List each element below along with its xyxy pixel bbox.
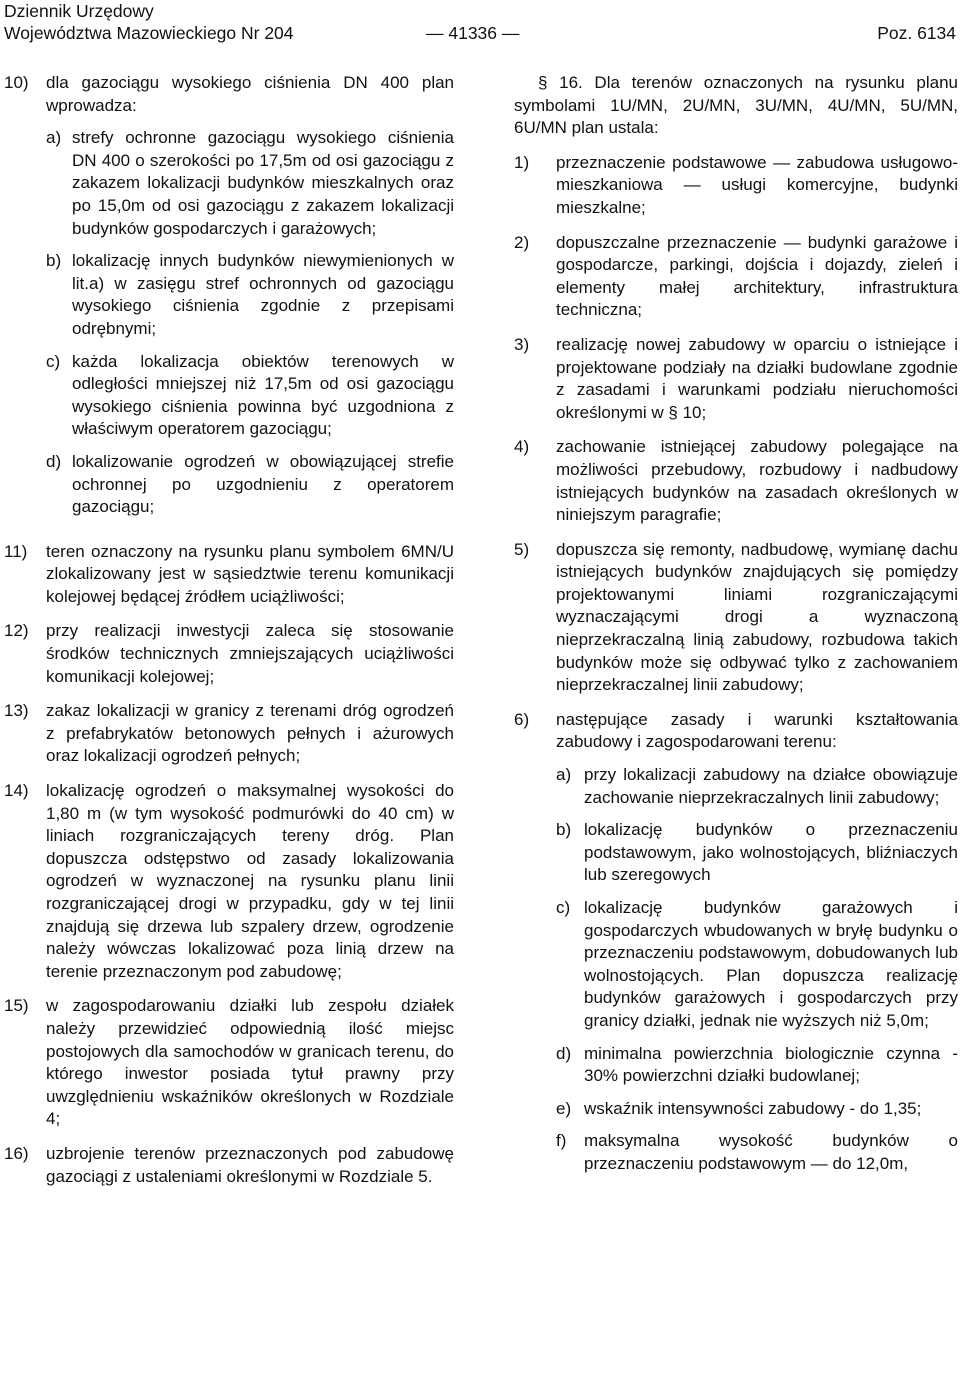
sub-text: lokalizację budynków garażowych i gospodarczych wbudowanych w bryłę budynku o przeznaczeniu podstawowym, dobudowanych lub wolnostojących. Plan dopuszcza realizację budynków garażowych i gospodarczych przy granicy działki, jednak nie wyższych niż 5,0m; bbox=[584, 898, 958, 1030]
sub-item-b bbox=[46, 250, 454, 340]
sub-number: d) bbox=[556, 1043, 572, 1063]
item-text bbox=[556, 709, 958, 1186]
list-item-4 bbox=[514, 436, 958, 526]
item-number: 4) bbox=[514, 437, 530, 457]
sub-text: lokalizację budynków o przeznaczeniu podstawowym, jako wolnostojących, bliźniaczych lub szeregowych bbox=[584, 820, 958, 885]
sub-item-a bbox=[46, 127, 454, 240]
item-text: przy realizacji inwestycji zaleca się stosowanie środków technicznych zmniejszających uciążliwości komunikacji kolejowej; bbox=[46, 621, 454, 686]
sub-number: b) bbox=[556, 820, 572, 840]
sub-number: c) bbox=[556, 898, 571, 917]
sub-number: b) bbox=[46, 251, 62, 271]
list-item-1 bbox=[514, 152, 958, 220]
sub-item-c bbox=[46, 351, 454, 441]
left-column bbox=[4, 72, 454, 1200]
item-text bbox=[46, 72, 454, 529]
item-number: 12) bbox=[4, 621, 29, 641]
sub-text: strefy ochronne gazociągu wysokiego ciśnienia DN 400 o szerokości po 17,5m od osi gazociągu z zakazem lokalizacji budynków mieszkalnych oraz po 15,0m od osi gazociągu z zakazem lokalizacji budynków gospodarczych i garażowych; bbox=[72, 128, 454, 238]
item-number: 14) bbox=[4, 781, 29, 801]
item-number: 13) bbox=[4, 701, 29, 721]
sub-number: a) bbox=[556, 765, 572, 785]
sub-item-e bbox=[556, 1098, 958, 1121]
sub-item-f bbox=[556, 1130, 958, 1175]
sub-text: lokalizację innych budynków niewymienionych w lit.a) w zasięgu stref ochronnych od gazociągu wysokiego ciśnienia zgodnie z przepisami odrębnymi; bbox=[72, 251, 454, 338]
item-number: 5) bbox=[514, 539, 530, 559]
sub-number: f) bbox=[556, 1131, 567, 1151]
sub-item-d bbox=[46, 451, 454, 519]
sub-item-a bbox=[556, 764, 958, 809]
list-item-2 bbox=[514, 232, 958, 322]
item-number: 16) bbox=[4, 1143, 29, 1163]
sub-item-c bbox=[556, 897, 958, 1033]
page-header bbox=[4, 0, 956, 44]
item-number: 2) bbox=[514, 232, 530, 252]
item-lead: dla gazociągu wysokiego ciśnienia DN 400 plan wprowadza: bbox=[46, 73, 454, 115]
item-text: uzbrojenie terenów przeznaczonych pod zabudowę gazociągi z ustaleniami określonymi w Rozdziale 5. bbox=[46, 1143, 454, 1186]
right-column bbox=[514, 72, 958, 1198]
sub-text: wskaźnik intensywności zabudowy - do 1,35; bbox=[584, 1098, 922, 1118]
item-text: dopuszczalne przeznaczenie — budynki garażowe i gospodarcze, parkingi, dojścia i dojazdy, zieleń i elementy małej architektury, infrastruktura techniczna; bbox=[556, 232, 958, 320]
sub-text: lokalizowanie ogrodzeń w obowiązującej strefie ochronnej po uzgodnieniu z operatorem gazociągu; bbox=[72, 451, 454, 517]
sub-item-b bbox=[556, 819, 958, 887]
sub-text: przy lokalizacji zabudowy na działce obowiązuje zachowanie nieprzekraczalnych linii zabudowy; bbox=[584, 765, 958, 807]
list-item-11 bbox=[4, 541, 454, 609]
item-number: 3) bbox=[514, 334, 530, 354]
item-text: zachowanie istniejącej zabudowy polegające na możliwości przebudowy, rozbudowy i nadbudowy istniejących budynków na zasadach określonych w niniejszym paragrafie; bbox=[556, 437, 958, 525]
list-item-12 bbox=[4, 620, 454, 688]
sub-number: d) bbox=[46, 451, 62, 471]
header-row bbox=[4, 22, 956, 44]
sub-text: maksymalna wysokość budynków o przeznaczeniu podstawowym — do 12,0m, bbox=[584, 1131, 958, 1173]
item-number: 1) bbox=[514, 152, 530, 172]
page-number: — 41336 — bbox=[426, 23, 520, 43]
list-item-3 bbox=[514, 334, 958, 424]
list-item-15 bbox=[4, 995, 454, 1131]
list-item-6 bbox=[514, 709, 958, 1186]
sub-text: każda lokalizacja obiektów terenowych w odległości mniejszej niż 17,5m od osi gazociągu wysokiego ciśnienia powinna być uzgodniona z właściwym operatorem gazociągu; bbox=[72, 351, 454, 439]
sub-item-d bbox=[556, 1043, 958, 1088]
journal-voivodeship: Województwa Mazowieckiego Nr 204 bbox=[4, 23, 294, 43]
sub-number: c) bbox=[46, 351, 61, 371]
item-number: 15) bbox=[4, 996, 29, 1016]
journal-title: Dziennik Urzędowy bbox=[4, 1, 154, 21]
sub-number: a) bbox=[46, 128, 62, 148]
item-text: przeznaczenie podstawowe — zabudowa usługowo-mieszkaniowa — usługi komercyjne, budynki mieszkalne; bbox=[556, 152, 958, 217]
list-item-14 bbox=[4, 780, 454, 983]
item-number: 11) bbox=[4, 541, 28, 561]
paragraph-16: § 16. Dla terenów oznaczonych na rysunku planu symbolami 1U/MN, 2U/MN, 3U/MN, 4U/MN, 5U/MN, 6U/MN plan ustala: bbox=[514, 73, 958, 138]
list-item-10 bbox=[4, 72, 454, 529]
list-item-13 bbox=[4, 700, 454, 768]
item-text: zakaz lokalizacji w granicy z terenami dróg ogrodzeń z prefabrykatów betonowych pełnych i ażurowych oraz lokalizacji ogrodzeń pełnych; bbox=[46, 701, 454, 766]
sub-number: e) bbox=[556, 1098, 572, 1118]
item-text: teren oznaczony na rysunku planu symbolem 6MN/U zlokalizowany jest w sąsiedztwie terenu komunikacji kolejowej będącej źródłem uciążliwości; bbox=[46, 541, 454, 606]
list-item-16 bbox=[4, 1143, 454, 1188]
item-number: 10) bbox=[4, 73, 29, 92]
item-text: w zagospodarowaniu działki lub zespołu działek należy przewidzieć odpowiednią ilość miejsc postojowych dla samochodów w granicach terenu, do którego inwestor posiada tytuł prawny przy uwzględnieniu wskaźników określonych w Rozdziale 4; bbox=[46, 996, 454, 1129]
list-item-5 bbox=[514, 539, 958, 697]
item-text: dopuszcza się remonty, nadbudowę, wymianę dachu istniejących budynków znajdujących się pomiędzy projektowanymi liniami rozgraniczającymi wyznaczającymi drogi a wyznaczoną nieprzekraczalną linią zabudowy, rozbudowa takich budynków może się odbywać tylko z zachowaniem nieprzekraczalnej linii zabudowy; bbox=[556, 539, 958, 695]
item-text: lokalizację ogrodzeń o maksymalnej wysokości do 1,80 m (w tym wysokość podmurówki do 40 cm) w liniach rozgraniczających tereny dróg. Plan dopuszcza odstępstwo od zasady lokalizowania ogrodzeń w wyznaczonej na rysunku planu linii rozgraniczającej drogi w przypadku, gdy w tej linii znajdują się drzewa lub szpalery drzew, ogrodzenie należy wówczas lokalizować poza linią drzew na terenie przeznaczonym pod zabudowę; bbox=[46, 781, 454, 981]
sub-text: minimalna powierzchnia biologicznie czynna - 30% powierzchni działki budowlanej; bbox=[584, 1043, 958, 1086]
item-number: 6) bbox=[514, 709, 530, 729]
position-number: Poz. 6134 bbox=[877, 23, 956, 43]
item-lead: następujące zasady i warunki kształtowania zabudowy i zagospodarowani terenu: bbox=[556, 709, 958, 752]
item-text: realizację nowej zabudowy w oparciu o istniejące i projektowane podziały na działki budowlane zgodnie z zasadami i warunkami podziału nieruchomości określonymi w § 10; bbox=[556, 334, 958, 422]
sub-list bbox=[556, 764, 958, 1176]
